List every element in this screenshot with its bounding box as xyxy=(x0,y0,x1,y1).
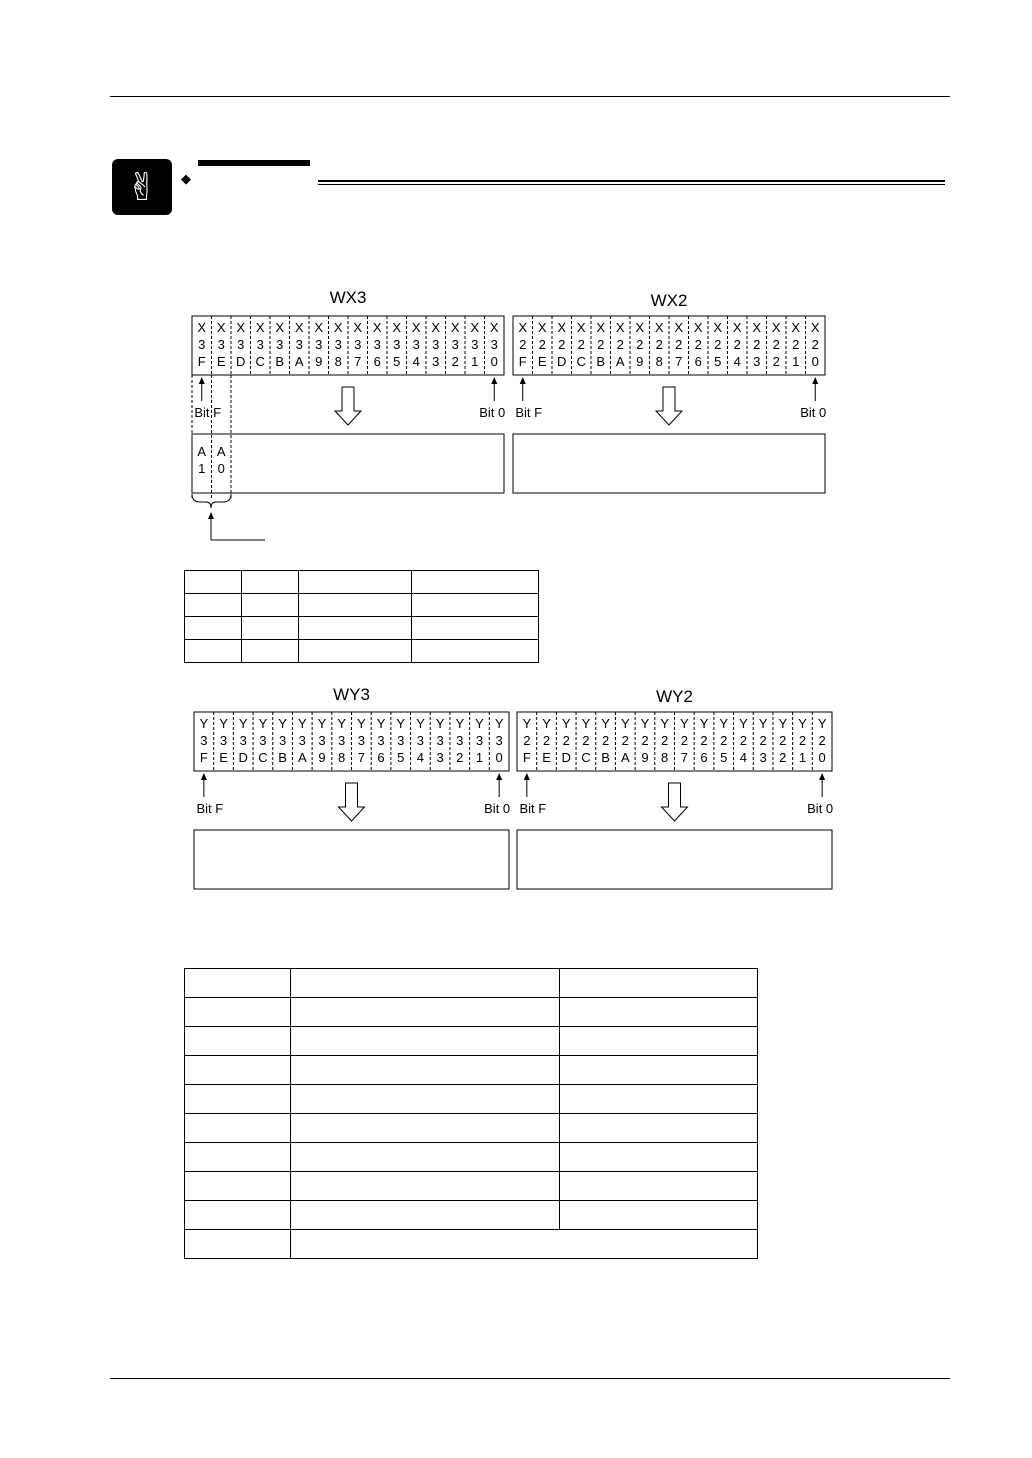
wy3-cell-letter: Y xyxy=(435,716,445,731)
wy2-down-arrow-icon xyxy=(662,783,688,821)
table-row xyxy=(185,1230,758,1259)
wy2-cell-bit: A xyxy=(620,750,630,765)
table-row xyxy=(185,640,539,663)
table-row xyxy=(185,1172,758,1201)
wx3-cell-bit: 1 xyxy=(471,354,479,369)
wx3-cell-digit: 3 xyxy=(217,337,225,352)
wy3-down-arrow-icon xyxy=(339,783,365,821)
wx3-cell-digit: 3 xyxy=(373,337,381,352)
wx3-cell-digit: 3 xyxy=(451,337,459,352)
wy2-cell-bit: 4 xyxy=(739,750,748,765)
wy3-target-box xyxy=(194,830,509,889)
wx2-cell-letter: X xyxy=(693,320,703,335)
wy3-cell-digit: 3 xyxy=(495,733,503,748)
wx3-bit-high-label: Bit F xyxy=(194,405,222,420)
wx2-cell-digit: 2 xyxy=(616,337,624,352)
wx2-bit-high-arrow xyxy=(520,377,526,384)
wy3-cell-bit: 6 xyxy=(377,750,385,765)
wx3-cell-digit: 3 xyxy=(354,337,362,352)
wy2-cell-bit: 9 xyxy=(641,750,649,765)
wx3-cell-bit: 3 xyxy=(432,354,440,369)
wx2-cell-bit: E xyxy=(537,354,547,369)
wy2-cell-bit: B xyxy=(601,750,610,765)
wx2-bit-low-arrow xyxy=(812,377,818,384)
wy3-cell-bit: 3 xyxy=(436,750,444,765)
wy2-cell-digit: 2 xyxy=(582,733,590,748)
wx3-cell-letter: X xyxy=(275,320,285,335)
wx2-cell-bit: 5 xyxy=(714,354,722,369)
wx2-target-box xyxy=(513,434,825,493)
wx3-cell-letter: X xyxy=(197,320,207,335)
wy2-cell-letter: Y xyxy=(817,716,827,731)
wy2-cell-digit: 2 xyxy=(562,733,570,748)
wx3-target-box xyxy=(192,434,504,493)
header-rule xyxy=(110,96,950,97)
wy2-bit-high-arrow xyxy=(524,773,530,780)
wx3-cell-letter: X xyxy=(372,320,382,335)
wx2-cell-bit: C xyxy=(576,354,586,369)
wx2-cell-digit: 2 xyxy=(577,337,585,352)
wy2-cell-letter: Y xyxy=(660,716,669,731)
wy2-cell-letter: Y xyxy=(778,716,788,731)
wx3-cell-digit: 3 xyxy=(412,337,420,352)
wx3-cell-digit: 3 xyxy=(198,337,206,352)
wy2-cell-letter: Y xyxy=(542,716,551,731)
wx2-cell-letter: X xyxy=(752,320,762,335)
wy2-cell-bit: D xyxy=(561,750,571,765)
wx3-title: WX3 xyxy=(329,288,367,307)
wx3-cell-digit: 3 xyxy=(334,337,342,352)
wy2-cell-letter: Y xyxy=(601,716,610,731)
wx3-cell-letter: X xyxy=(216,320,226,335)
wx3-cell-letter: X xyxy=(333,320,343,335)
wx2-cell-digit: 2 xyxy=(694,337,702,352)
wy3-cell-digit: 3 xyxy=(259,733,267,748)
wy2-cell-digit: 2 xyxy=(798,733,807,748)
wy2-cell-letter: Y xyxy=(680,716,689,731)
wx3-sub-cell-letter: A xyxy=(216,444,226,459)
wx2-cell-digit: 2 xyxy=(733,337,741,352)
wx2-cell-digit: 2 xyxy=(675,337,683,352)
wy2-cell-digit: 2 xyxy=(661,733,669,748)
wx3-cell-letter: X xyxy=(353,320,363,335)
wy3-cell-letter: Y xyxy=(238,716,248,731)
wx3-cell-letter: X xyxy=(431,320,441,335)
wy2-target-box xyxy=(517,830,832,889)
wx2-cell-digit: 2 xyxy=(792,337,800,352)
wx3-cell-letter: X xyxy=(294,320,304,335)
wx2-cell-digit: 2 xyxy=(655,337,663,352)
wx3-cell-letter: X xyxy=(450,320,460,335)
wy3-cell-digit: 3 xyxy=(357,733,365,748)
wx2-cell-bit: 9 xyxy=(636,354,644,369)
wy2-cell-letter: Y xyxy=(640,716,650,731)
wy3-cell-digit: 3 xyxy=(436,733,444,748)
wy3-title: WY3 xyxy=(333,685,370,704)
wx2-cell-bit: 3 xyxy=(753,354,761,369)
wy2-cell-digit: 2 xyxy=(739,733,748,748)
footer-rule xyxy=(110,1378,950,1379)
wy3-cell-letter: Y xyxy=(278,716,287,731)
up-arrow-icon xyxy=(208,512,214,519)
wy3-cell-bit: 9 xyxy=(318,750,326,765)
wx3-cell-bit: 8 xyxy=(334,354,342,369)
wx3-sub-cell-letter: A xyxy=(197,444,207,459)
wy3-cell-digit: 3 xyxy=(416,733,425,748)
wy3-cell-digit: 3 xyxy=(377,733,385,748)
wy3-cell-bit: 8 xyxy=(338,750,346,765)
wy3-cell-letter: Y xyxy=(357,716,366,731)
wx2-cell-digit: 2 xyxy=(597,337,605,352)
wy2-cell-digit: 2 xyxy=(601,733,610,748)
wx2-cell-letter: X xyxy=(771,320,781,335)
wy3-cell-digit: 3 xyxy=(278,733,287,748)
wx3-cell-letter: X xyxy=(392,320,402,335)
wx2-cell-bit: 8 xyxy=(655,354,663,369)
wy2-cell-letter: Y xyxy=(758,716,768,731)
wy3-cell-letter: Y xyxy=(337,716,346,731)
wx2-down-arrow-icon xyxy=(656,387,682,425)
wy3-bit-high-label: Bit F xyxy=(196,801,224,816)
wx2-cell-bit: B xyxy=(596,354,606,369)
wy2-cell-letter: Y xyxy=(522,716,532,731)
wx2-cell-letter: X xyxy=(732,320,742,335)
wx2-cell-bit: A xyxy=(615,354,625,369)
wy2-cell-digit: 2 xyxy=(542,733,551,748)
table-row xyxy=(185,1056,758,1085)
wy2-cell-digit: 2 xyxy=(720,733,728,748)
wx3-cell-bit: 7 xyxy=(354,354,362,369)
wy2-cell-digit: 2 xyxy=(621,733,629,748)
wx3-cell-digit: 3 xyxy=(295,337,303,352)
wy3-cell-bit: B xyxy=(278,750,287,765)
wx2-cell-letter: X xyxy=(596,320,606,335)
wx3-cell-bit: E xyxy=(216,354,226,369)
wx2-cell-bit: 0 xyxy=(811,354,819,369)
wx3-cell-bit: 5 xyxy=(393,354,401,369)
wy3-cell-letter: Y xyxy=(376,716,386,731)
wx2-cell-digit: 2 xyxy=(811,337,819,352)
wy2-cell-digit: 2 xyxy=(680,733,688,748)
table-row xyxy=(185,594,539,617)
heading-bar xyxy=(198,160,310,166)
table-row xyxy=(185,571,539,594)
wx2-cell-bit: F xyxy=(518,354,527,369)
wx3-down-arrow-icon xyxy=(335,387,361,425)
wx3-cell-digit: 3 xyxy=(393,337,401,352)
wx2-cell-letter: X xyxy=(810,320,820,335)
wy3-cell-bit: F xyxy=(199,750,208,765)
wy3-cell-letter: Y xyxy=(416,716,425,731)
wy3-cell-letter: Y xyxy=(475,716,484,731)
table-row xyxy=(185,617,539,640)
wy2-cell-digit: 2 xyxy=(818,733,826,748)
wy2-bit-high-label: Bit F xyxy=(519,801,547,816)
wx3-cell-bit: 4 xyxy=(412,354,420,369)
table-row xyxy=(185,1085,758,1114)
wx3-cell-bit: 0 xyxy=(490,354,498,369)
wx3-cell-bit: C xyxy=(255,354,265,369)
wy2-cell-bit: E xyxy=(542,750,551,765)
wy3-cell-letter: Y xyxy=(396,716,406,731)
wy2-cell-digit: 2 xyxy=(523,733,531,748)
wy3-bit-low-label: Bit 0 xyxy=(484,801,511,816)
table-row xyxy=(185,1143,758,1172)
wy3-cell-bit: 5 xyxy=(397,750,405,765)
wy3-cell-bit: A xyxy=(297,750,307,765)
wy3-cell-digit: 3 xyxy=(219,733,228,748)
wy3-cell-digit: 3 xyxy=(338,733,346,748)
wy3-cell-letter: Y xyxy=(258,716,268,731)
wx2-cell-letter: X xyxy=(713,320,723,335)
wx3-cell-bit: 2 xyxy=(451,354,459,369)
wx3-sub-cell-digit: 0 xyxy=(217,461,225,476)
address-table xyxy=(184,570,539,663)
diamond-bullet-icon: ◆ xyxy=(181,172,191,187)
wy3-cell-letter: Y xyxy=(219,716,228,731)
wy3-cell-digit: 3 xyxy=(200,733,208,748)
wx3-cell-letter: X xyxy=(470,320,480,335)
wy2-bit-low-arrow xyxy=(819,773,825,780)
wx2-cell-letter: X xyxy=(615,320,625,335)
wy3-cell-digit: 3 xyxy=(239,733,247,748)
wy3-cell-bit: E xyxy=(219,750,228,765)
wy2-cell-letter: Y xyxy=(561,716,571,731)
wx2-cell-letter: X xyxy=(518,320,528,335)
wx2-cell-digit: 2 xyxy=(538,337,546,352)
wx2-bit-high-label: Bit F xyxy=(515,405,543,420)
wy2-cell-bit: 1 xyxy=(798,750,807,765)
wx2-cell-letter: X xyxy=(557,320,567,335)
table-row xyxy=(185,1114,758,1143)
wy2-cell-digit: 2 xyxy=(759,733,767,748)
wx2-cell-bit: D xyxy=(557,354,567,369)
wy3-cell-bit: 1 xyxy=(475,750,484,765)
wx2-cell-bit: 7 xyxy=(675,354,683,369)
wx3-cell-bit: D xyxy=(236,354,246,369)
wx3-cell-letter: X xyxy=(411,320,421,335)
wy3-cell-digit: 3 xyxy=(298,733,306,748)
wx2-cell-digit: 2 xyxy=(714,337,722,352)
wx3-bit-high-arrow xyxy=(199,377,205,384)
wx2-cell-letter: X xyxy=(674,320,684,335)
wy3-cell-bit: 4 xyxy=(416,750,425,765)
wx3-bit-low-arrow xyxy=(491,377,497,384)
wx3-cell-letter: X xyxy=(314,320,324,335)
wx2-cell-digit: 2 xyxy=(636,337,644,352)
wy3-cell-digit: 3 xyxy=(318,733,326,748)
wx2-cell-bit: 1 xyxy=(792,354,800,369)
wx2-cell-letter: X xyxy=(635,320,645,335)
wx3-cell-letter: X xyxy=(255,320,265,335)
heading-underline xyxy=(318,180,945,185)
wy2-cell-bit: 6 xyxy=(700,750,708,765)
wx3-cell-digit: 3 xyxy=(432,337,440,352)
wx2-bit-low-label: Bit 0 xyxy=(800,405,827,420)
wy2-title: WY2 xyxy=(656,687,693,706)
wx2-cell-digit: 2 xyxy=(753,337,761,352)
wx2-cell-digit: 2 xyxy=(519,337,527,352)
wx2-cell-digit: 2 xyxy=(772,337,780,352)
wy2-cell-bit: 3 xyxy=(759,750,767,765)
wy2-cell-bit: 7 xyxy=(680,750,688,765)
wy2-cell-bit: 5 xyxy=(720,750,728,765)
wx3-cell-letter: X xyxy=(489,320,499,335)
wy3-cell-digit: 3 xyxy=(456,733,464,748)
wy2-cell-letter: Y xyxy=(719,716,729,731)
wy3-cell-bit: 0 xyxy=(495,750,503,765)
wx2-cell-bit: 6 xyxy=(694,354,702,369)
wx3-cell-digit: 3 xyxy=(490,337,498,352)
wy2-cell-letter: Y xyxy=(798,716,807,731)
wy2-cell-letter: Y xyxy=(620,716,630,731)
wy3-cell-letter: Y xyxy=(199,716,209,731)
wx2-title: WX2 xyxy=(650,291,688,310)
wy3-cell-letter: Y xyxy=(317,716,327,731)
wy3-cell-letter: Y xyxy=(494,716,504,731)
wx3-bit-low-label: Bit 0 xyxy=(479,405,506,420)
wy2-cell-bit: 0 xyxy=(818,750,826,765)
wx2-cell-letter: X xyxy=(791,320,801,335)
wx3-cell-bit: 6 xyxy=(373,354,381,369)
wx3-cell-bit: B xyxy=(275,354,285,369)
wx2-cell-digit: 2 xyxy=(558,337,566,352)
hint-hand-icon: ✌ xyxy=(112,159,172,215)
wy3-cell-bit: C xyxy=(258,750,268,765)
wx3-cell-digit: 3 xyxy=(471,337,479,352)
wy3-cell-digit: 3 xyxy=(475,733,484,748)
wy2-cell-bit: 8 xyxy=(661,750,669,765)
wx3-cell-bit: A xyxy=(294,354,304,369)
signal-table xyxy=(184,968,758,1259)
wx2-cell-bit: 4 xyxy=(733,354,741,369)
wy2-cell-digit: 2 xyxy=(641,733,649,748)
wy2-cell-letter: Y xyxy=(581,716,591,731)
wx2-cell-bit: 2 xyxy=(772,354,780,369)
wy2-cell-letter: Y xyxy=(699,716,709,731)
wy2-cell-bit: C xyxy=(581,750,591,765)
table-row xyxy=(185,969,758,998)
wy3-cell-bit: 7 xyxy=(357,750,365,765)
wy2-cell-digit: 2 xyxy=(779,733,787,748)
wy3-bit-low-arrow xyxy=(496,773,502,780)
wx2-cell-letter: X xyxy=(576,320,586,335)
wx3-cell-letter: X xyxy=(236,320,246,335)
wx3-cell-digit: 3 xyxy=(276,337,284,352)
wy2-bit-low-label: Bit 0 xyxy=(807,801,834,816)
wy3-cell-digit: 3 xyxy=(397,733,405,748)
wy2-cell-bit: 2 xyxy=(779,750,787,765)
wx3-sub-cell-digit: 1 xyxy=(198,461,206,476)
wy3-cell-letter: Y xyxy=(455,716,465,731)
wy3-bit-high-arrow xyxy=(201,773,207,780)
wy3-cell-bit: D xyxy=(238,750,248,765)
wx2-cell-letter: X xyxy=(654,320,664,335)
wy2-cell-letter: Y xyxy=(739,716,748,731)
wx3-cell-digit: 3 xyxy=(315,337,323,352)
wx2-cell-letter: X xyxy=(537,320,547,335)
wx3-cell-bit: F xyxy=(197,354,206,369)
table-row xyxy=(185,998,758,1027)
wx3-cell-digit: 3 xyxy=(256,337,264,352)
wy2-cell-digit: 2 xyxy=(700,733,708,748)
wy3-cell-letter: Y xyxy=(297,716,307,731)
table-row xyxy=(185,1027,758,1056)
table-row xyxy=(185,1201,758,1230)
wy2-cell-bit: F xyxy=(522,750,531,765)
wx3-cell-bit: 9 xyxy=(315,354,323,369)
wy3-cell-bit: 2 xyxy=(456,750,464,765)
wx3-cell-digit: 3 xyxy=(237,337,245,352)
